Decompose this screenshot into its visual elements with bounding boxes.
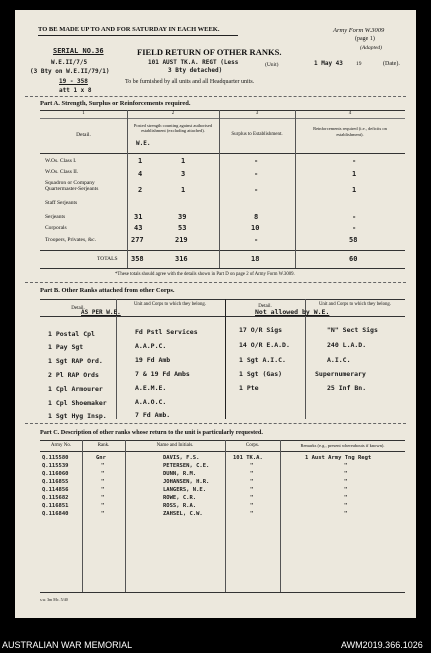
adapted-note: (Adapted) xyxy=(360,45,382,51)
row-surplus: - xyxy=(254,157,259,165)
header-rank: Rank. xyxy=(97,443,110,448)
top-note-underline xyxy=(38,35,238,36)
row-reinforcements: - xyxy=(352,213,357,221)
header-detail: Detail. xyxy=(258,304,272,309)
header-unit-corps: Unit and Corps to which they belong. xyxy=(133,302,207,307)
attached-unit: 240 L.A.D. xyxy=(327,341,367,349)
corps: " xyxy=(250,503,254,509)
totals-label: TOTALS xyxy=(97,256,118,262)
printer-note: s.w. 3m Mc. 5/40 xyxy=(40,597,68,602)
attached-detail: 1 Sgt RAP Ord. xyxy=(48,357,103,365)
divider xyxy=(25,423,406,424)
rank: " xyxy=(101,471,105,477)
attached-unit: A.I.C. xyxy=(327,356,351,364)
document-page xyxy=(15,10,416,618)
name-initials: DAVIS, F.S. xyxy=(163,455,200,461)
attached-detail: 1 Cpl Shoemaker xyxy=(48,399,107,407)
part-c-title: Part C. Description of other ranks whose return to the unit is particularly requested. xyxy=(40,429,263,436)
row-detail: Troopers, Privates, &c. xyxy=(45,237,96,243)
top-note: TO BE MADE UP TO AND FOR SATURDAY IN EACH WEEK. xyxy=(38,26,220,33)
corps: " xyxy=(250,463,254,469)
rank: " xyxy=(101,463,105,469)
attached-detail: 1 Sgt Hyg Insp. xyxy=(48,412,107,420)
row-reinforcements: 58 xyxy=(349,236,358,244)
remarks: " xyxy=(344,479,348,485)
header-surplus: Surplus to Establishment. xyxy=(231,132,283,137)
army-no: Q.116855 xyxy=(42,479,69,485)
corps: " xyxy=(250,487,254,493)
row-detail: W.Os. Class II. xyxy=(45,169,79,175)
header-detail: Detail. xyxy=(76,132,91,138)
attached-detail: 2 Pl RAP Ords xyxy=(48,371,99,379)
header-army-no: Army No. xyxy=(50,443,72,448)
row-posted: 3 xyxy=(181,170,186,178)
army-no: Q.115539 xyxy=(42,463,69,469)
form-number: Army Form W.3009 xyxy=(333,27,385,34)
attached-detail: 1 Postal Cpl xyxy=(48,330,95,338)
row-we: 1 xyxy=(138,157,143,165)
remarks: " xyxy=(344,471,348,477)
we-line-1: W.E.II/7/5 xyxy=(51,59,88,66)
total-we: 358 xyxy=(131,255,144,263)
row-detail: Corporals xyxy=(45,225,67,231)
row-detail: Serjeants xyxy=(45,214,66,220)
remarks: 1 Aust Army Tng Regt xyxy=(305,455,372,461)
total-reinforcements: 60 xyxy=(349,255,358,263)
army-no: Q.114856 xyxy=(42,487,69,493)
header-unit-corps: Unit and Corps to which they belong. xyxy=(318,302,392,307)
header-name: Name and Initials. xyxy=(156,443,194,448)
serial-number: SERIAL NO.36 xyxy=(53,47,104,55)
we-line-2: (3 Bty on W.E.II/79/1) xyxy=(30,68,110,75)
row-surplus: 8 xyxy=(254,213,259,221)
unit-name: 101 AUST TK.A. REGT (Less xyxy=(148,59,239,66)
army-no: Q.115682 xyxy=(42,495,69,501)
divider xyxy=(25,282,406,283)
row-reinforcements: 1 xyxy=(352,170,357,178)
col-number: 2 xyxy=(171,111,175,116)
attached-unit: Supernumerary xyxy=(315,370,366,378)
row-posted: 39 xyxy=(178,213,187,221)
row-surplus: 10 xyxy=(251,224,260,232)
row-we: 31 xyxy=(134,213,143,221)
row-surplus: - xyxy=(254,170,259,178)
corps: " xyxy=(250,479,254,485)
row-posted: 219 xyxy=(175,236,188,244)
col-number: 1 xyxy=(82,111,85,116)
header-we: W.E. xyxy=(136,140,151,147)
row-detail: Squadron or Company Quartermaster-Serjeants xyxy=(45,180,99,192)
corps: " xyxy=(250,471,254,477)
remarks: " xyxy=(344,503,348,509)
name-initials: ZAHSEL, C.W. xyxy=(163,511,203,517)
rank: " xyxy=(101,511,105,517)
footer-bar xyxy=(0,638,431,653)
col-number: 3 xyxy=(255,111,259,116)
remarks: " xyxy=(344,495,348,501)
col-number: 4 xyxy=(348,111,352,116)
rank: " xyxy=(101,495,105,501)
row-posted: 1 xyxy=(181,186,186,194)
name-initials: LANGERS, N.E. xyxy=(163,487,207,493)
attached-unit: A.A.O.C. xyxy=(135,398,167,406)
attached-unit: 7 Fd Amb. xyxy=(135,411,171,419)
rank: " xyxy=(101,487,105,493)
attached-unit: A.A.P.C. xyxy=(135,342,167,350)
divider xyxy=(25,96,406,97)
army-no: Q.115580 xyxy=(42,455,69,461)
row-detail: Staff Serjeants xyxy=(45,200,78,206)
row-posted: 1 xyxy=(181,157,186,165)
totals-footnote: *These totals should agree with the details shown in Part D on page 2 of Army Form W.3009. xyxy=(115,272,295,277)
rank: Gnr xyxy=(96,455,106,461)
header-corps: Corps. xyxy=(245,443,260,448)
row-surplus: - xyxy=(254,236,259,244)
attached-detail: 1 Pte xyxy=(239,384,259,392)
corps: " xyxy=(250,511,254,517)
not-allowed-note: Not allowed by W.E. xyxy=(255,308,330,316)
row-we: 277 xyxy=(131,236,144,244)
return-date: 1 May 43 xyxy=(314,60,343,67)
row-we: 2 xyxy=(138,186,143,194)
form-title: FIELD RETURN OF OTHER RANKS. xyxy=(137,47,282,57)
unit-name-cont: 3 Bty detached) xyxy=(168,67,223,74)
row-reinforcements: - xyxy=(352,157,357,165)
name-initials: ROSS, R.A. xyxy=(163,503,197,509)
name-initials: DUNN, R.M. xyxy=(163,471,197,477)
row-surplus: - xyxy=(254,186,259,194)
attached-detail: 1 Sgt A.I.C. xyxy=(239,356,286,364)
row-posted: 53 xyxy=(178,224,187,232)
footer-institution: AUSTRALIAN WAR MEMORIAL xyxy=(2,640,133,650)
attached-unit: "N" Sect Sigs xyxy=(327,326,378,334)
as-per-we-note: AS PER W.E. xyxy=(81,309,121,316)
remarks: " xyxy=(344,463,348,469)
corps: 101 TK.A. xyxy=(233,455,263,461)
name-initials: JOHANSEN, H.R. xyxy=(163,479,210,485)
attached-unit: 19 Fd Amb xyxy=(135,356,171,364)
rank: " xyxy=(101,479,105,485)
attached-unit: 7 & 19 Fd Ambs xyxy=(135,370,190,378)
total-surplus: 18 xyxy=(251,255,260,263)
row-detail: W.Os. Class I. xyxy=(45,158,77,164)
corps: " xyxy=(250,495,254,501)
footer-accession-number: AWM2019.366.1026 xyxy=(341,640,423,650)
row-reinforcements: - xyxy=(352,224,357,232)
page-indicator: (page 1) xyxy=(355,36,375,42)
attached-detail: 1 Cpl Armourer xyxy=(48,385,103,393)
unit-label: (Unit) xyxy=(265,62,279,68)
row-reinforcements: 1 xyxy=(352,186,357,194)
furnish-note: To be furnished by all units and all Headquarter units. xyxy=(125,79,255,85)
army-no: Q.116060 xyxy=(42,471,69,477)
army-no: Q.116851 xyxy=(42,503,69,509)
attached-unit: 25 Inf Bn. xyxy=(327,384,367,392)
attached-detail: 1 Sgt (Gas) xyxy=(239,370,283,378)
we-line-4: att 1 x 8 xyxy=(59,87,92,94)
attached-detail: 1 Pay Sgt xyxy=(48,343,84,351)
header-remarks: Remarks (e.g., present whereabouts if known). xyxy=(300,443,385,448)
part-b-title: Part B. Other Ranks attached from other Corps. xyxy=(40,287,175,294)
remarks: " xyxy=(344,487,348,493)
header-posted: Posted strength counting against authorised establishment (excluding attached). xyxy=(133,123,213,133)
army-no: Q.116840 xyxy=(42,511,69,517)
remarks: " xyxy=(344,511,348,517)
we-line-3: 19 - 358 xyxy=(59,78,88,85)
row-we: 43 xyxy=(134,224,143,232)
rank: " xyxy=(101,503,105,509)
attached-detail: 14 O/R E.A.D. xyxy=(239,341,290,349)
part-a-title: Part A. Strength, Surplus or Reinforcements required. xyxy=(40,100,191,107)
date-label: (Date). xyxy=(383,61,400,67)
attached-unit: Fd Pstl Services xyxy=(135,328,198,336)
header-reinforcements: Reinforcements required (i.e., deficits on establishment). xyxy=(313,126,387,137)
total-posted: 316 xyxy=(175,255,188,263)
header-detail: Detail. xyxy=(71,306,85,311)
attached-unit: A.E.M.E. xyxy=(135,384,167,392)
name-initials: ROWE, C.R. xyxy=(163,495,197,501)
year-prefix: 19 xyxy=(356,61,362,67)
attached-detail: 17 O/R Sigs xyxy=(239,326,283,334)
row-we: 4 xyxy=(138,170,143,178)
name-initials: PETERSEN, C.E. xyxy=(163,463,210,469)
